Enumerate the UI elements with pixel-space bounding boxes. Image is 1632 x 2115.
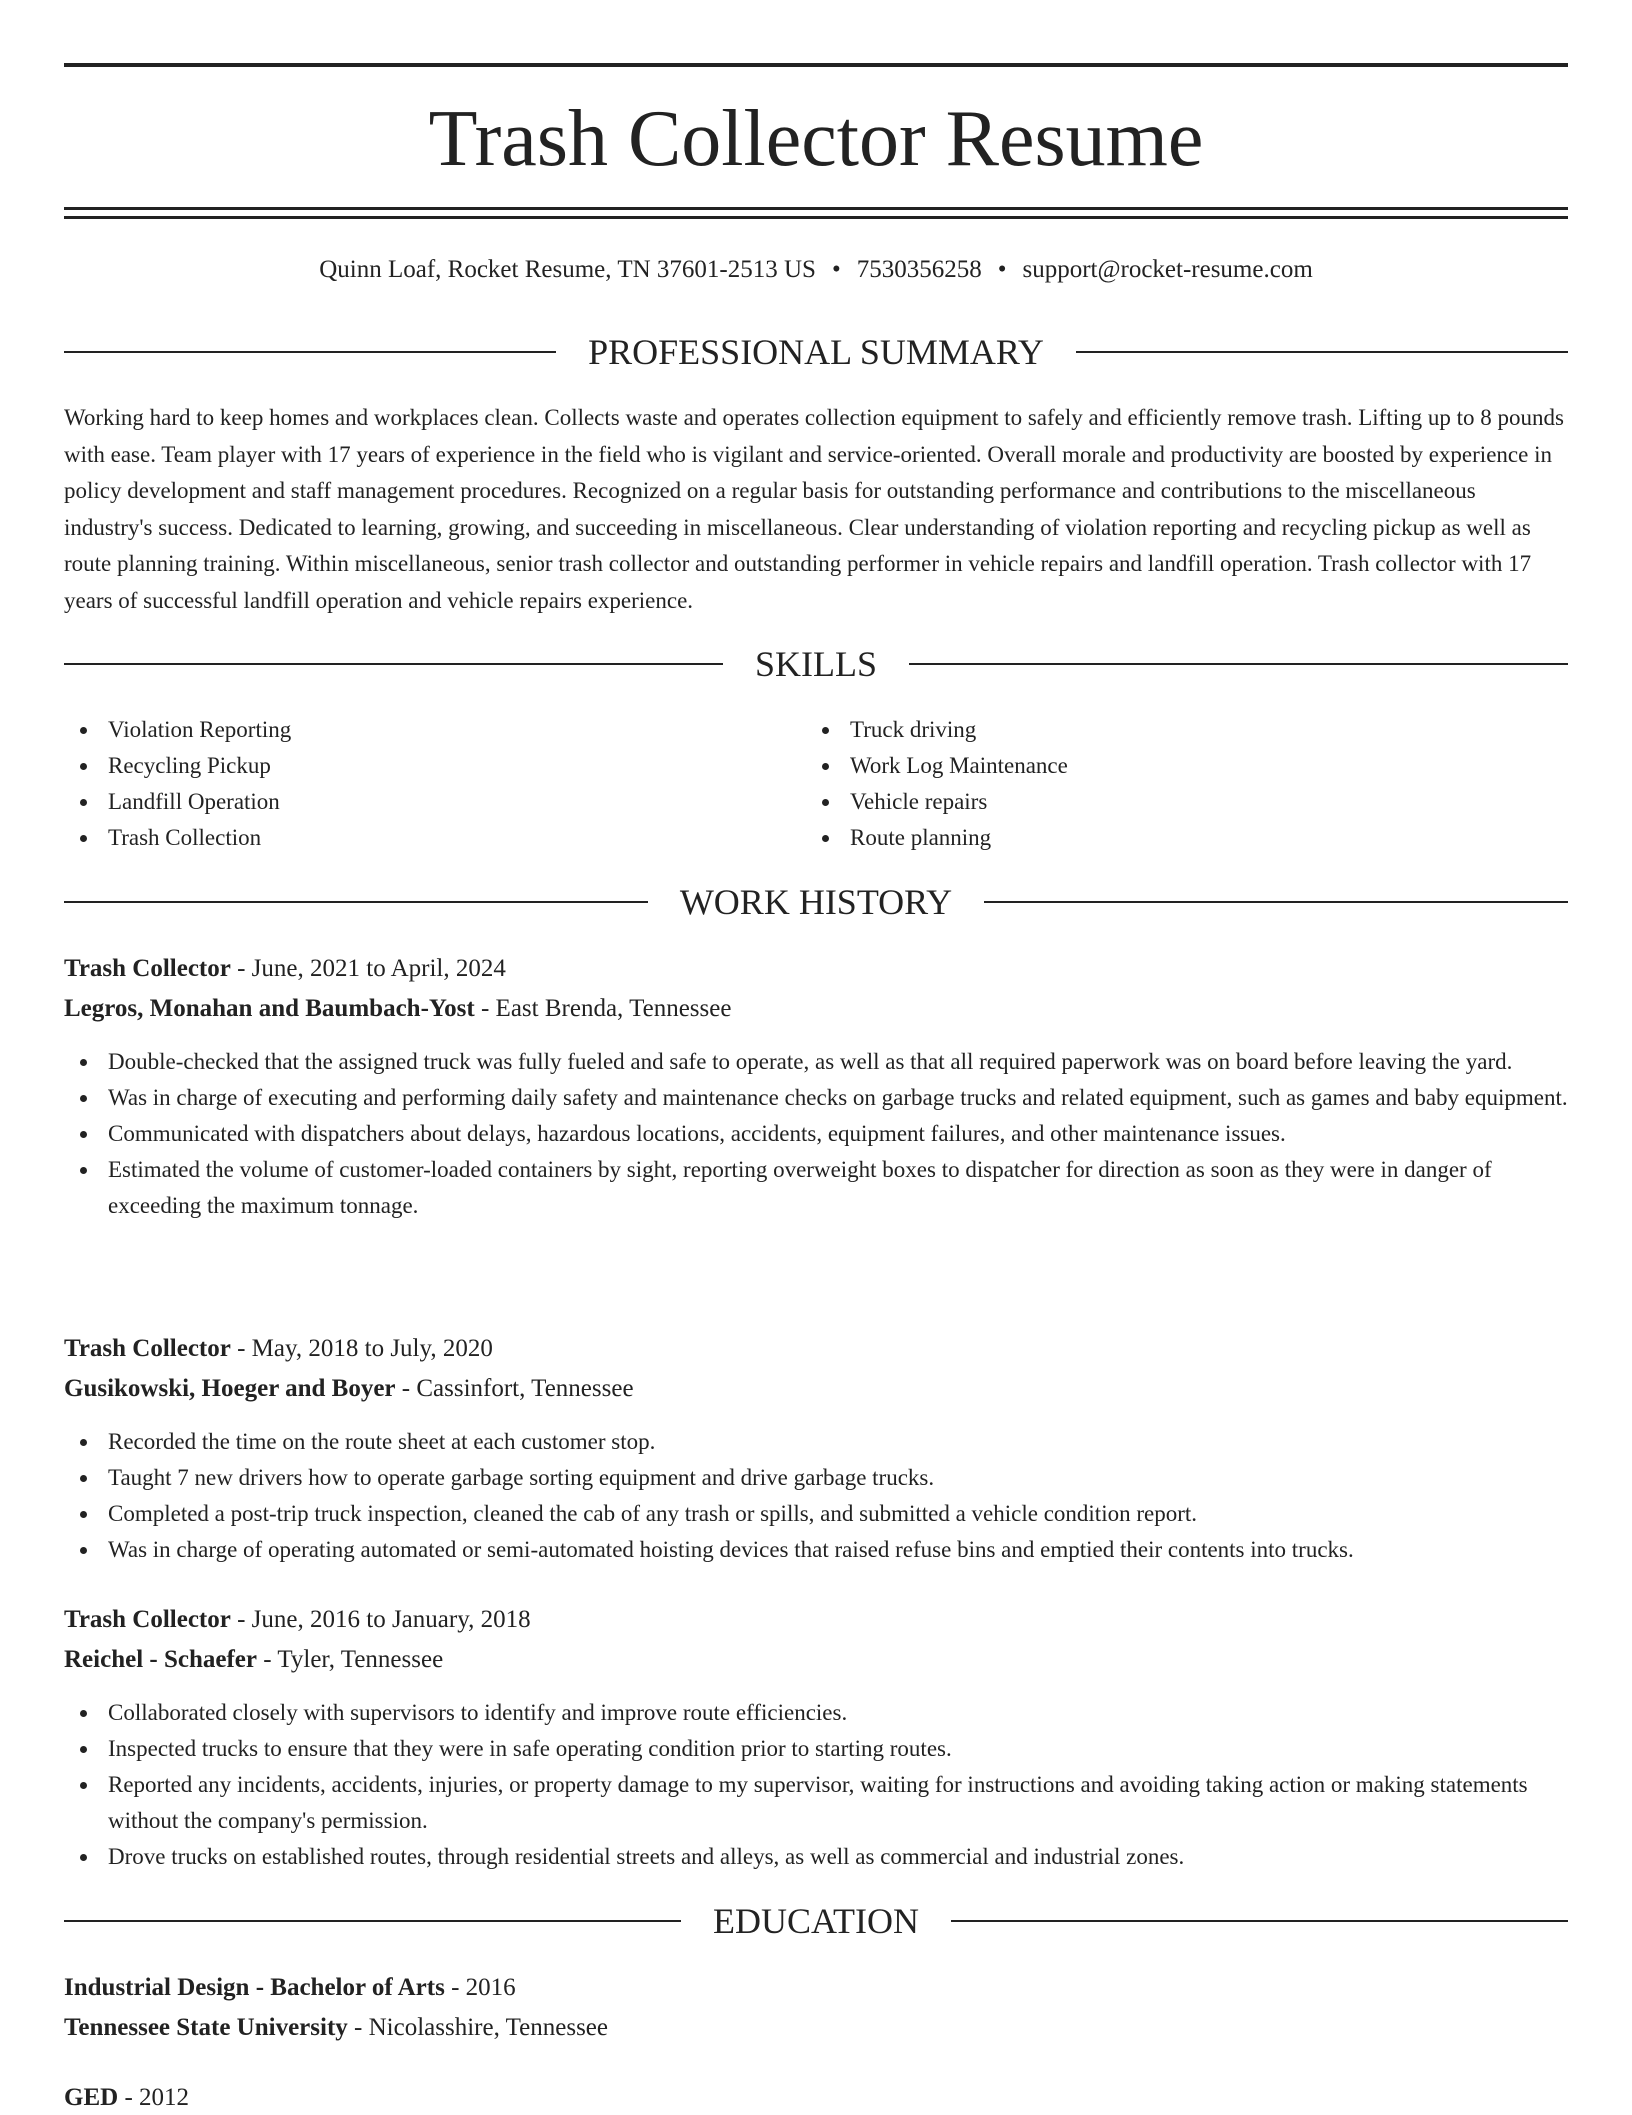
- job-dates: - June, 2021 to April, 2024: [230, 955, 506, 982]
- heading-text: PROFESSIONAL SUMMARY: [588, 332, 1044, 372]
- job-company-line: [64, 1643, 1568, 1677]
- job-bullet: Recorded the time on the route sheet at each customer stop.: [64, 1424, 1568, 1460]
- contact-separator: •: [831, 256, 841, 283]
- education-degree-line: [64, 2081, 1568, 2115]
- skill-item: Violation Reporting: [64, 712, 804, 748]
- job-company: Legros, Monahan and Baumbach-Yost: [64, 995, 475, 1022]
- job-bullet: Was in charge of executing and performing daily safety and maintenance checks on garbage trucks and related equipment, such as games and baby equipment.: [64, 1080, 1568, 1116]
- job-bullet: Drove trucks on established routes, through residential streets and alleys, as well as commercial and industrial zones.: [64, 1839, 1568, 1875]
- top-rule: [64, 63, 1568, 67]
- title-rule-upper: [64, 207, 1568, 210]
- job-bullet: Was in charge of operating automated or semi-automated hoisting devices that raised refuse bins and emptied their contents into trucks.: [64, 1532, 1568, 1568]
- heading-text: WORK HISTORY: [679, 882, 953, 922]
- summary-text: Working hard to keep homes and workplaces clean. Collects waste and operates collection equipment to safely and efficiently remove trash. Lifting up to 8 pounds with ease. Team player with 17 years of experience in the field who is vigilant and service-oriented. Overall morale and productivity are boosted by experience in policy development and staff management procedures. Recognized on a regular basis for outstanding performance and contributions to the miscellaneous industry's success. Dedicated to learning, growing, and succeeding in miscellaneous. Clear understanding of violation reporting and recycling pickup as well as route planning training. Within miscellaneous, senior trash collector and outstanding performer in vehicle repairs and landfill operation. Trash collector with 17 years of successful landfill operation and vehicle repairs experience.: [64, 405, 1564, 613]
- resume-title: Trash Collector Resume: [428, 95, 1204, 183]
- job-title-line: [64, 1603, 1568, 1637]
- heading-rule: [64, 351, 556, 353]
- contact-phone: 7530356258: [856, 256, 982, 283]
- job-bullets: [64, 1695, 1568, 1875]
- contact-line: [64, 254, 1568, 286]
- job-dates: - June, 2016 to January, 2018: [230, 1606, 531, 1633]
- section-heading-education: [64, 1899, 1568, 1943]
- section-heading-work: [64, 880, 1568, 924]
- heading-rule: [64, 1920, 681, 1922]
- heading-rule: [984, 901, 1568, 903]
- job-company: Reichel - Schaefer: [64, 1646, 257, 1673]
- skill-item: Recycling Pickup: [64, 748, 804, 784]
- job-title: Trash Collector: [64, 1606, 231, 1633]
- skills-list-left: [64, 712, 804, 856]
- education-school: Tennessee State University: [64, 2014, 348, 2041]
- job-company-line: [64, 992, 1568, 1026]
- skill-item: Trash Collection: [64, 820, 804, 856]
- job-bullet: Completed a post-trip truck inspection, cleaned the cab of any trash or spills, and submitted a vehicle condition report.: [64, 1496, 1568, 1532]
- contact-separator: •: [997, 256, 1007, 283]
- job-company-line: [64, 1372, 1568, 1406]
- education-degree: GED: [64, 2084, 119, 2111]
- job-location: - Tyler, Tennessee: [256, 1646, 444, 1673]
- section-heading-summary: [64, 330, 1568, 374]
- job-bullets: [64, 1044, 1568, 1224]
- education-year: - 2012: [118, 2084, 190, 2111]
- heading-rule: [64, 663, 723, 665]
- heading-text: EDUCATION: [713, 1901, 919, 1941]
- job-company: Gusikowski, Hoeger and Boyer: [64, 1375, 396, 1402]
- skill-item: Work Log Maintenance: [806, 748, 1546, 784]
- job-dates: - May, 2018 to July, 2020: [230, 1335, 493, 1362]
- skill-item: Vehicle repairs: [806, 784, 1546, 820]
- section-heading-skills: [64, 642, 1568, 686]
- job-bullets: [64, 1424, 1568, 1568]
- heading-rule: [951, 1920, 1568, 1922]
- contact-email: support@rocket-resume.com: [1022, 256, 1313, 283]
- job-title-line: [64, 1332, 1568, 1366]
- heading-rule: [909, 663, 1568, 665]
- education-location: - Nicolasshire, Tennessee: [347, 2014, 608, 2041]
- heading-rule: [64, 901, 648, 903]
- job-bullet: Inspected trucks to ensure that they were in safe operating condition prior to starting routes.: [64, 1731, 1568, 1767]
- title-rule-lower: [64, 216, 1568, 219]
- skill-item: Landfill Operation: [64, 784, 804, 820]
- job-bullet: Taught 7 new drivers how to operate garbage sorting equipment and drive garbage trucks.: [64, 1460, 1568, 1496]
- job-bullet: Estimated the volume of customer-loaded containers by sight, reporting overweight boxes to dispatcher for direction as soon as they were in danger of exceeding the maximum tonnage.: [64, 1152, 1568, 1224]
- job-title: Trash Collector: [64, 955, 231, 982]
- job-bullet: Communicated with dispatchers about delays, hazardous locations, accidents, equipment failures, and other maintenance issues.: [64, 1116, 1568, 1152]
- skills-list-right: [806, 712, 1546, 856]
- education-school-line: [64, 2011, 1568, 2045]
- contact-address: Quinn Loaf, Rocket Resume, TN 37601-2513 US: [319, 256, 816, 283]
- job-bullet: Double-checked that the assigned truck was fully fueled and safe to operate, as well as that all required paperwork was on board before leaving the yard.: [64, 1044, 1568, 1080]
- job-title: Trash Collector: [64, 1335, 231, 1362]
- education-degree-line: [64, 1971, 1568, 2005]
- job-title-line: [64, 952, 1568, 986]
- job-location: - East Brenda, Tennessee: [474, 995, 732, 1022]
- education-year: - 2016: [444, 1974, 516, 2001]
- heading-text: SKILLS: [755, 644, 878, 684]
- job-location: - Cassinfort, Tennessee: [395, 1375, 634, 1402]
- job-bullet: Collaborated closely with supervisors to identify and improve route efficiencies.: [64, 1695, 1568, 1731]
- education-degree: Industrial Design - Bachelor of Arts: [64, 1974, 445, 2001]
- heading-rule: [1076, 351, 1568, 353]
- job-bullet: Reported any incidents, accidents, injuries, or property damage to my supervisor, waiting for instructions and avoiding taking action or making statements without the company's permission.: [64, 1767, 1568, 1839]
- skill-item: Truck driving: [806, 712, 1546, 748]
- skill-item: Route planning: [806, 820, 1546, 856]
